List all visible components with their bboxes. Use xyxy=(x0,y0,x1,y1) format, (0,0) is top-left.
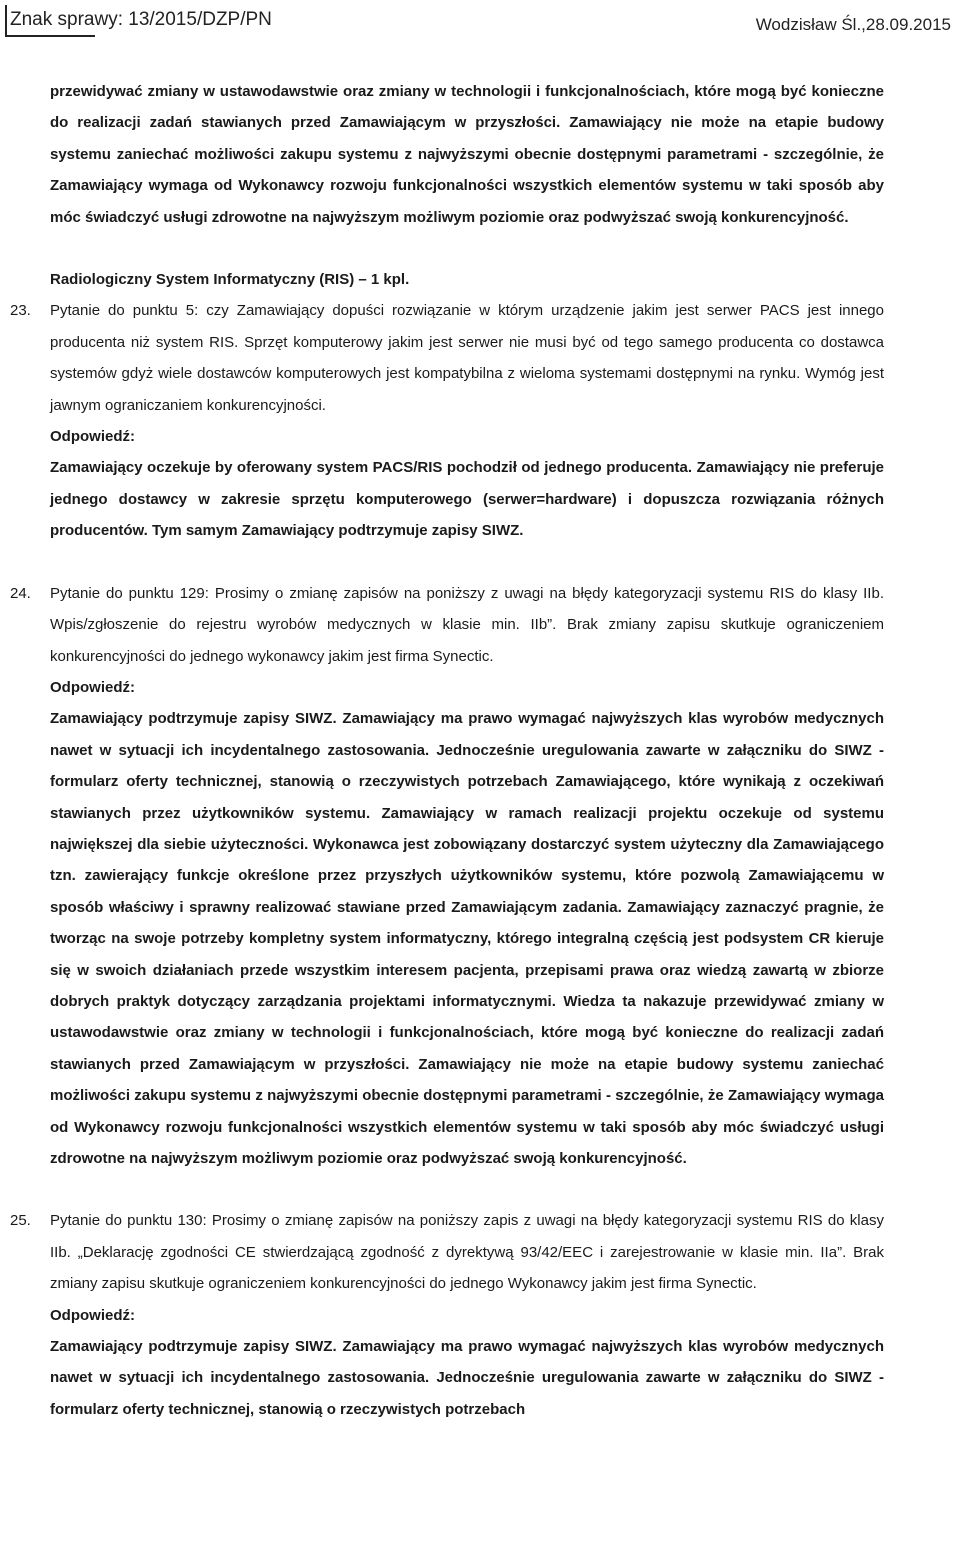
answer-text: Zamawiający oczekuje by oferowany system PACS/RIS pochodził od jednego producenta. Zamawiający nie preferuje jednego dostawcy w zakresie sprzętu komputerowego (serwer=hardware) i dopuszcza rozwiązania różnych producentów. Tym samym Zamawiający podtrzymuje zapisy SIWZ. xyxy=(50,459,884,540)
section-title: Radiologiczny System Informatyczny (RIS) – 1 kpl. xyxy=(50,271,410,289)
question-text: Pytanie do punktu 5: czy Zamawiający dopuści rozwiązanie w którym urządzenie jakim jest serwer PACS jest innego producenta niż system RIS. Sprzęt komputerowy jakim jest serwer nie musi być od tego samego producenta co dostawca systemów gdyż wiele dostawców komputerowych jest kompatybilna z wieloma systemami dostępnymi na rynku. Wymóg jest jawnym ograniczaniem konkurencyjności. xyxy=(50,302,884,414)
item-number: 25. xyxy=(10,1212,31,1230)
header-corner-mark xyxy=(5,5,7,37)
header-corner-underline xyxy=(5,35,95,37)
case-number: Znak sprawy: 13/2015/DZP/PN xyxy=(10,9,272,30)
answer-text: Zamawiający podtrzymuje zapisy SIWZ. Zamawiający ma prawo wymagać najwyższych klas wyrobów medycznych nawet w sytuacji ich incydentalnego zastosowania. Jednocześnie uregulowania zawarte w załączniku do SIWZ - formularz oferty technicznej, stanowią o rzeczywistych potrzebach Zamawiającego, które wynikają z oczekiwań stawianych przez użytkowników systemu. Zamawiający w ramach realizacji projektu oczekuje od systemu największej dla siebie użyteczności. Wykonawca jest zobowiązany dostarczyć system użyteczny dla Zamawiającego tzn. zawierający funkcje określone przez przyszłych użytkowników systemu, które pozwolą Zamawiającemu w sposób właściwy i sprawny realizować stawiane przed Zamawiającym zadania. Zamawiający zaznaczyć pragnie, że tworząc na swoje potrzeby kompletny system informatyczny, którego integralną częścią jest podsystem CR kieruje się w swoich działaniach przede wszystkim interesem pacjenta, przepisami prawa oraz wiedzą zawartą w zbiorze dobrych praktyk dotyczący zarządzania projektami informatycznymi. Wiedza ta nakazuje przewidywać zmiany w ustawodawstwie oraz zmiany w technologii i funkcjonalnościach, które mogą być konieczne do realizacji zadań stawianych przed Zamawiającym w przyszłości. Zamawiający nie może na etapie budowy systemu zaniechać możliwości zakupu systemu z najwyższymi obecnie dostępnymi parametrami - szczególnie, że Zamawiający wymaga od Wykonawcy rozwoju funkcjonalności wszystkich elementów systemu w taki sposób aby móc świadczyć usługi zdrowotne na najwyższym możliwym poziomie oraz podwyższać swoją konkurencyjność. xyxy=(50,710,884,1167)
answer-label: Odpowiedź: xyxy=(50,428,135,446)
question-text: Pytanie do punktu 130: Prosimy o zmianę zapisów na poniższy zapis z uwagi na błędy kategoryzacji systemu RIS do klasy IIb. „Deklarację zgodności CE stwierdzającą zgodność z dyrektywą 93/42/EEC i zarejestrowanie w klasie min. IIa”. Brak zmiany zapisu skutkuje ograniczeniem konkurencyjności do jednego Wykonawcy jakim jest firma Synectic. xyxy=(50,1212,884,1293)
question-item-23 xyxy=(10,295,884,546)
answer-text: Zamawiający podtrzymuje zapisy SIWZ. Zamawiający ma prawo wymagać najwyższych klas wyrobów medycznych nawet w sytuacji ich incydentalnego zastosowania. Jednocześnie uregulowania zawarte w załączniku do SIWZ - formularz oferty technicznej, stanowią o rzeczywistych potrzebach xyxy=(50,1338,884,1418)
answer-label: Odpowiedź: xyxy=(50,678,135,696)
page-header xyxy=(0,0,960,44)
document-body xyxy=(10,76,884,1425)
item-number: 24. xyxy=(10,584,31,602)
question-text: Pytanie do punktu 129: Prosimy o zmianę zapisów na poniższy z uwagi na błędy kategoryzacji systemu RIS do klasy IIb. Wpis/zgłoszenie do rejestru wyrobów medycznych w klasie min. IIb”. Brak zmiany zapisu skutkuje ograniczeniem konkurencyjności do jednego wykonawcy jakim jest firma Synectic. xyxy=(50,584,884,665)
intro-paragraph: przewidywać zmiany w ustawodawstwie oraz zmiany w technologii i funkcjonalnościach, które mogą być konieczne do realizacji zadań stawianych przed Zamawiającym w przyszłości. Zamawiający nie może na etapie budowy systemu zaniechać możliwości zakupu systemu z najwyższymi obecnie dostępnymi parametrami - szczególnie, że Zamawiający wymaga od Wykonawcy rozwoju funkcjonalności wszystkich elementów systemu w taki sposób aby móc świadczyć usługi zdrowotne na najwyższym możliwym poziomie oraz podwyższać swoją konkurencyjność. xyxy=(50,83,884,226)
item-number: 23. xyxy=(10,302,31,320)
place-date: Wodzisław Śl.,28.09.2015 xyxy=(755,15,951,34)
question-item-25 xyxy=(10,1205,884,1425)
question-item-24 xyxy=(10,578,884,1175)
answer-label: Odpowiedź: xyxy=(50,1306,135,1324)
